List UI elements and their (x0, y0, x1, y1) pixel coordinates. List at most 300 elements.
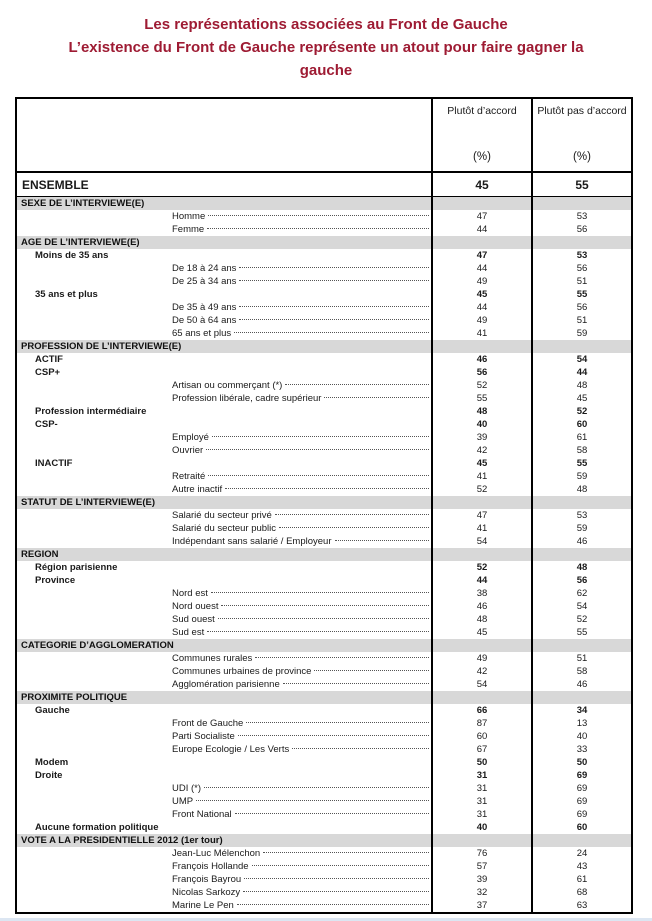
row-label-cell (17, 366, 431, 379)
table-row (17, 782, 631, 795)
agree-value: 46 (431, 353, 531, 366)
disagree-value: 13 (531, 717, 631, 730)
agree-value: 45 (431, 288, 531, 301)
section-row (17, 340, 631, 353)
table-row (17, 847, 631, 860)
table-row (17, 470, 631, 483)
disagree-value: 55 (531, 288, 631, 301)
ensemble-row (17, 173, 631, 197)
disagree-value: 69 (531, 795, 631, 808)
row-label: Artisan ou commerçant (*) (172, 380, 283, 391)
section-value-cell (431, 236, 531, 249)
row-label-cell (17, 678, 431, 691)
dotted-leader (335, 540, 430, 541)
table-row (17, 886, 631, 899)
agree-value: 46 (431, 600, 531, 613)
section-header: SEXE DE L’INTERVIEWE(E) (21, 198, 145, 209)
column-disagree-label: Plutôt pas d’accord (537, 105, 627, 117)
table-row (17, 665, 631, 678)
table-row (17, 431, 631, 444)
row-label: Homme (172, 211, 206, 222)
section-row (17, 236, 631, 249)
row-label: 35 ans et plus (35, 289, 98, 300)
table-row (17, 769, 631, 782)
agree-value: 45 (431, 626, 531, 639)
section-value-cell (431, 639, 531, 652)
agree-value: 47 (431, 210, 531, 223)
table-row (17, 275, 631, 288)
row-label-cell (17, 327, 431, 340)
dotted-leader (208, 475, 429, 476)
section-header: REGION (21, 549, 59, 560)
row-label-cell (17, 808, 431, 821)
disagree-value: 60 (531, 821, 631, 834)
table-row (17, 288, 631, 301)
disagree-value: 51 (531, 652, 631, 665)
disagree-value: 51 (531, 314, 631, 327)
disagree-value: 54 (531, 600, 631, 613)
dotted-leader (239, 267, 429, 268)
table-row (17, 444, 631, 457)
row-label-cell (17, 223, 431, 236)
agree-value: 48 (431, 613, 531, 626)
table-row (17, 457, 631, 470)
disagree-value: 48 (531, 379, 631, 392)
column-header-disagree (531, 99, 631, 171)
row-label: Région parisienne (35, 562, 118, 573)
dotted-leader (234, 332, 429, 333)
table-row (17, 795, 631, 808)
disagree-value: 53 (531, 210, 631, 223)
dotted-leader (252, 865, 429, 866)
row-label-cell (17, 795, 431, 808)
column-header-agree (431, 99, 531, 171)
row-label: De 50 à 64 ans (172, 315, 237, 326)
agree-value: 44 (431, 262, 531, 275)
agree-value: 49 (431, 652, 531, 665)
row-label-cell (17, 704, 431, 717)
table-row (17, 418, 631, 431)
section-value-cell (531, 548, 631, 561)
table-row (17, 301, 631, 314)
dotted-leader (244, 878, 429, 879)
agree-value: 32 (431, 886, 531, 899)
agree-value: 54 (431, 535, 531, 548)
disagree-value: 58 (531, 665, 631, 678)
section-header: CATEGORIE D’AGGLOMERATION (21, 640, 174, 651)
row-label: Sud est (172, 627, 205, 638)
dotted-leader (212, 436, 429, 437)
title-line-1: Les représentations associées au Front de Gauche (144, 16, 508, 33)
poll-table-body (17, 197, 631, 912)
column-agree-unit: (%) (473, 151, 491, 163)
row-label: Nord est (172, 588, 208, 599)
row-label: De 35 à 49 ans (172, 302, 237, 313)
dotted-leader (243, 891, 429, 892)
disagree-value: 33 (531, 743, 631, 756)
row-label: Profession intermédiaire (35, 406, 147, 417)
dotted-leader (283, 683, 429, 684)
table-row (17, 535, 631, 548)
row-label-cell (17, 535, 431, 548)
row-label: Profession libérale, cadre supérieur (172, 393, 322, 404)
agree-value: 42 (431, 665, 531, 678)
agree-value: 38 (431, 587, 531, 600)
table-row (17, 366, 631, 379)
disagree-value: 50 (531, 756, 631, 769)
disagree-value: 69 (531, 808, 631, 821)
disagree-value: 61 (531, 873, 631, 886)
table-row (17, 873, 631, 886)
agree-value: 39 (431, 873, 531, 886)
dotted-leader (218, 618, 429, 619)
agree-value: 76 (431, 847, 531, 860)
dotted-leader (238, 735, 429, 736)
disagree-value: 68 (531, 886, 631, 899)
agree-value: 66 (431, 704, 531, 717)
row-label-cell (17, 769, 431, 782)
dotted-leader (207, 631, 429, 632)
row-label-cell (17, 470, 431, 483)
table-row (17, 704, 631, 717)
agree-value: 48 (431, 405, 531, 418)
disagree-value: 46 (531, 678, 631, 691)
agree-value: 41 (431, 470, 531, 483)
disagree-value: 43 (531, 860, 631, 873)
row-label: De 25 à 34 ans (172, 276, 237, 287)
table-row (17, 509, 631, 522)
row-label: François Bayrou (172, 874, 242, 885)
row-label: Agglomération parisienne (172, 679, 280, 690)
dotted-leader (204, 787, 429, 788)
row-label: Droite (35, 770, 63, 781)
disagree-value: 55 (531, 457, 631, 470)
disagree-value: 48 (531, 483, 631, 496)
row-label: Indépendant sans salarié / Employeur (172, 536, 332, 547)
disagree-value: 59 (531, 522, 631, 535)
table-header-row (17, 99, 631, 173)
section-value-cell (431, 197, 531, 210)
disagree-value: 69 (531, 769, 631, 782)
disagree-value: 24 (531, 847, 631, 860)
disagree-value: 56 (531, 574, 631, 587)
row-label-cell (17, 613, 431, 626)
table-row (17, 743, 631, 756)
agree-value: 37 (431, 899, 531, 912)
agree-value: 49 (431, 275, 531, 288)
table-row (17, 600, 631, 613)
table-row (17, 392, 631, 405)
table-row (17, 353, 631, 366)
table-row (17, 717, 631, 730)
agree-value: 44 (431, 301, 531, 314)
row-label-cell (17, 353, 431, 366)
disagree-value: 56 (531, 262, 631, 275)
table-row (17, 483, 631, 496)
row-label: Salarié du secteur privé (172, 510, 272, 521)
section-row (17, 691, 631, 704)
section-value-cell (431, 496, 531, 509)
dotted-leader (292, 748, 429, 749)
dotted-leader (324, 397, 429, 398)
row-label-cell (17, 275, 431, 288)
row-label: 65 ans et plus (172, 328, 232, 339)
disagree-value: 56 (531, 223, 631, 236)
agree-value: 54 (431, 678, 531, 691)
section-value-cell (531, 639, 631, 652)
ensemble-label: ENSEMBLE (22, 177, 89, 192)
agree-value: 52 (431, 561, 531, 574)
row-label: Parti Socialiste (172, 731, 235, 742)
section-row (17, 197, 631, 210)
dotted-leader (314, 670, 429, 671)
row-label-cell (17, 392, 431, 405)
row-label: Ouvrier (172, 445, 204, 456)
agree-value: 44 (431, 223, 531, 236)
section-header: AGE DE L’INTERVIEWE(E) (21, 237, 140, 248)
page-title (0, 0, 652, 82)
row-label-cell (17, 873, 431, 886)
dotted-leader (208, 215, 429, 216)
row-label: Communes urbaines de province (172, 666, 312, 677)
row-label-cell (17, 483, 431, 496)
dotted-leader (196, 800, 429, 801)
disagree-value: 48 (531, 561, 631, 574)
disagree-value: 34 (531, 704, 631, 717)
table-row (17, 860, 631, 873)
disagree-value: 59 (531, 470, 631, 483)
row-label-cell (17, 847, 431, 860)
row-label: Gauche (35, 705, 70, 716)
row-label-cell (17, 600, 431, 613)
agree-value: 57 (431, 860, 531, 873)
agree-value: 50 (431, 756, 531, 769)
row-label-cell (17, 301, 431, 314)
agree-value: 60 (431, 730, 531, 743)
row-label-cell (17, 860, 431, 873)
disagree-value: 56 (531, 301, 631, 314)
row-label-cell (17, 379, 431, 392)
row-label-cell (17, 457, 431, 470)
agree-value: 56 (431, 366, 531, 379)
agree-value: 52 (431, 483, 531, 496)
row-label-cell (17, 587, 431, 600)
table-row (17, 405, 631, 418)
agree-value: 31 (431, 782, 531, 795)
section-value-cell (531, 236, 631, 249)
agree-value: 39 (431, 431, 531, 444)
row-label-cell (17, 288, 431, 301)
row-label: Communes rurales (172, 653, 253, 664)
table-row (17, 756, 631, 769)
row-label-cell (17, 444, 431, 457)
table-row (17, 613, 631, 626)
row-label-cell (17, 717, 431, 730)
table-row (17, 561, 631, 574)
row-label: INACTIF (35, 458, 73, 469)
section-row (17, 496, 631, 509)
row-label-cell (17, 210, 431, 223)
table-row (17, 314, 631, 327)
agree-value: 67 (431, 743, 531, 756)
row-label-cell (17, 743, 431, 756)
section-value-cell (431, 691, 531, 704)
dotted-leader (235, 813, 429, 814)
table-row (17, 587, 631, 600)
dotted-leader (279, 527, 429, 528)
section-value-cell (531, 197, 631, 210)
row-label: CSP- (35, 419, 58, 430)
row-label: Front de Gauche (172, 718, 244, 729)
table-row (17, 899, 631, 912)
row-label-cell (17, 626, 431, 639)
row-label: Europe Ecologie / Les Verts (172, 744, 290, 755)
disagree-value: 44 (531, 366, 631, 379)
dotted-leader (285, 384, 429, 385)
disagree-value: 52 (531, 613, 631, 626)
dotted-leader (211, 592, 429, 593)
row-label: Nicolas Sarkozy (172, 887, 241, 898)
disagree-value: 59 (531, 327, 631, 340)
row-label: Moins de 35 ans (35, 250, 109, 261)
row-label-cell (17, 665, 431, 678)
section-value-cell (431, 834, 531, 847)
table-row (17, 327, 631, 340)
table-row (17, 262, 631, 275)
dotted-leader (237, 904, 429, 905)
disagree-value: 58 (531, 444, 631, 457)
row-label-cell (17, 431, 431, 444)
dotted-leader (246, 722, 429, 723)
row-label: Front National (172, 809, 232, 820)
dotted-leader (255, 657, 429, 658)
section-header: PROFESSION DE L’INTERVIEWE(E) (21, 341, 182, 352)
dotted-leader (239, 319, 429, 320)
row-label-cell (17, 730, 431, 743)
section-header: PROXIMITE POLITIQUE (21, 692, 128, 703)
ensemble-agree-value: 45 (431, 173, 531, 196)
row-label: Salarié du secteur public (172, 523, 277, 534)
agree-value: 31 (431, 808, 531, 821)
row-label: De 18 à 24 ans (172, 263, 237, 274)
agree-value: 31 (431, 795, 531, 808)
section-value-cell (431, 548, 531, 561)
table-row (17, 574, 631, 587)
dotted-leader (221, 605, 429, 606)
row-label: Retraité (172, 471, 206, 482)
table-row (17, 249, 631, 262)
dotted-leader (207, 228, 429, 229)
table-row (17, 522, 631, 535)
dotted-leader (206, 449, 429, 450)
poll-results-table (15, 97, 633, 914)
disagree-value: 45 (531, 392, 631, 405)
row-label: Employé (172, 432, 209, 443)
section-value-cell (531, 496, 631, 509)
agree-value: 40 (431, 821, 531, 834)
agree-value: 45 (431, 457, 531, 470)
agree-value: 44 (431, 574, 531, 587)
table-row (17, 379, 631, 392)
row-label: Modem (35, 757, 69, 768)
row-label-cell (17, 561, 431, 574)
table-row (17, 223, 631, 236)
disagree-value: 62 (531, 587, 631, 600)
table-row (17, 626, 631, 639)
row-label-cell (17, 821, 431, 834)
disagree-value: 63 (531, 899, 631, 912)
row-label: Sud ouest (172, 614, 215, 625)
agree-value: 47 (431, 249, 531, 262)
row-label: Province (35, 575, 76, 586)
disagree-value: 53 (531, 509, 631, 522)
section-header: VOTE A LA PRESIDENTIELLE 2012 (1er tour) (21, 835, 223, 846)
agree-value: 31 (431, 769, 531, 782)
row-label-cell (17, 756, 431, 769)
section-header: STATUT DE L’INTERVIEWE(E) (21, 497, 156, 508)
dotted-leader (239, 306, 429, 307)
section-value-cell (531, 834, 631, 847)
dotted-leader (263, 852, 429, 853)
disagree-value: 52 (531, 405, 631, 418)
section-value-cell (531, 340, 631, 353)
row-label: Jean-Luc Mélenchon (172, 848, 261, 859)
agree-value: 47 (431, 509, 531, 522)
agree-value: 87 (431, 717, 531, 730)
agree-value: 40 (431, 418, 531, 431)
ensemble-disagree-value: 55 (531, 173, 631, 196)
dotted-leader (225, 488, 429, 489)
row-label: ACTIF (35, 354, 63, 365)
agree-value: 41 (431, 327, 531, 340)
table-row (17, 821, 631, 834)
agree-value: 55 (431, 392, 531, 405)
disagree-value: 69 (531, 782, 631, 795)
row-label-cell (17, 574, 431, 587)
row-label: Aucune formation politique (35, 822, 159, 833)
row-label-cell (17, 262, 431, 275)
row-label: Nord ouest (172, 601, 219, 612)
row-label-cell (17, 782, 431, 795)
row-label-cell (17, 899, 431, 912)
agree-value: 49 (431, 314, 531, 327)
row-label-cell (17, 249, 431, 262)
row-label: Femme (172, 224, 205, 235)
table-row (17, 730, 631, 743)
row-label: Marine Le Pen (172, 900, 234, 911)
row-label-cell (17, 509, 431, 522)
section-value-cell (431, 340, 531, 353)
section-row (17, 548, 631, 561)
column-agree-label: Plutôt d’accord (447, 105, 517, 117)
disagree-value: 60 (531, 418, 631, 431)
disagree-value: 55 (531, 626, 631, 639)
disagree-value: 46 (531, 535, 631, 548)
table-row (17, 808, 631, 821)
disagree-value: 61 (531, 431, 631, 444)
disagree-value: 40 (531, 730, 631, 743)
agree-value: 42 (431, 444, 531, 457)
row-label: UMP (172, 796, 194, 807)
disagree-value: 51 (531, 275, 631, 288)
disagree-value: 53 (531, 249, 631, 262)
row-label-cell (17, 522, 431, 535)
header-empty-cell (17, 99, 431, 171)
row-label: Autre inactif (172, 484, 223, 495)
dotted-leader (239, 280, 429, 281)
section-row (17, 834, 631, 847)
row-label-cell (17, 314, 431, 327)
